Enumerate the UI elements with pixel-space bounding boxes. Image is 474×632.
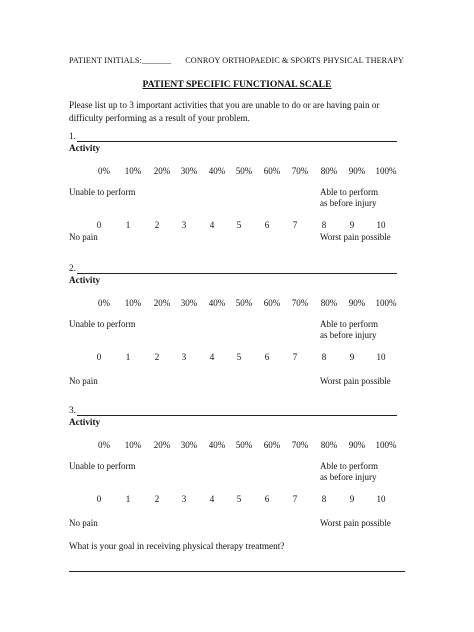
pain-scale-value[interactable]: 2 (154, 352, 160, 362)
pain-scale-value[interactable]: 10 (376, 494, 386, 504)
function-scale-value[interactable]: 100% (375, 166, 397, 176)
form-header (69, 56, 404, 65)
pain-scale-value[interactable]: 6 (264, 352, 270, 362)
pain-scale-value[interactable]: 8 (321, 352, 327, 362)
pain-scale-value[interactable]: 7 (292, 494, 298, 504)
pain-scale-value[interactable]: 5 (236, 352, 242, 362)
pain-high-label: Worst pain possible (320, 232, 391, 242)
function-scale-value[interactable]: 10% (124, 440, 142, 450)
function-scale-value[interactable]: 60% (263, 166, 281, 176)
pain-scale-value[interactable]: 2 (154, 220, 160, 230)
function-scale-value[interactable]: 50% (235, 440, 253, 450)
function-scale-value[interactable]: 40% (208, 166, 226, 176)
function-scale-value[interactable]: 90% (348, 440, 366, 450)
function-high-label-2: as before injury (320, 198, 377, 208)
goal-question: What is your goal in receiving physical therapy treatment? (69, 541, 285, 551)
function-scale (0, 440, 474, 452)
pain-scale-value[interactable]: 2 (154, 494, 160, 504)
pain-scale-value[interactable]: 4 (209, 352, 215, 362)
function-scale-value[interactable]: 30% (180, 298, 198, 308)
pain-high-label: Worst pain possible (320, 376, 391, 386)
goal-answer-line[interactable] (69, 571, 405, 572)
pain-scale-value[interactable]: 0 (96, 352, 102, 362)
function-scale (0, 166, 474, 178)
pain-scale-value[interactable]: 7 (292, 220, 298, 230)
pain-low-label: No pain (69, 232, 98, 242)
function-scale-value[interactable]: 10% (124, 298, 142, 308)
function-scale-value[interactable]: 30% (180, 166, 198, 176)
function-scale-value[interactable]: 60% (263, 440, 281, 450)
function-scale-value[interactable]: 20% (153, 166, 171, 176)
pain-scale-value[interactable]: 8 (321, 220, 327, 230)
pain-low-label: No pain (69, 518, 98, 528)
function-scale-value[interactable]: 30% (180, 440, 198, 450)
function-high-label-2: as before injury (320, 330, 377, 340)
pain-scale-value[interactable]: 4 (209, 220, 215, 230)
function-high-label-2: as before injury (320, 472, 377, 482)
function-scale-value[interactable]: 40% (208, 440, 226, 450)
function-high-label: Able to perform (320, 319, 378, 329)
pain-low-label: No pain (69, 376, 98, 386)
function-scale-value[interactable]: 0% (98, 298, 110, 308)
pain-scale-value[interactable]: 8 (321, 494, 327, 504)
patient-initials-label: PATIENT INITIALS:_______ (69, 56, 172, 65)
function-scale-value[interactable]: 90% (348, 298, 366, 308)
pain-high-label: Worst pain possible (320, 518, 391, 528)
pain-scale-value[interactable]: 10 (376, 220, 386, 230)
function-scale-value[interactable]: 40% (208, 298, 226, 308)
pain-scale-value[interactable]: 9 (349, 220, 355, 230)
pain-scale-value[interactable]: 0 (96, 494, 102, 504)
practice-name: CONROY ORTHOPAEDIC & SPORTS PHYSICAL THERAPY (185, 56, 404, 65)
function-scale-value[interactable]: 70% (291, 440, 309, 450)
function-scale-value[interactable]: 80% (320, 298, 338, 308)
pain-scale-value[interactable]: 6 (264, 494, 270, 504)
activity-number: 2. (69, 263, 76, 273)
pain-scale-value[interactable]: 5 (236, 220, 242, 230)
pain-scale-value[interactable]: 7 (292, 352, 298, 362)
pain-scale (0, 352, 474, 364)
pain-scale-value[interactable]: 3 (181, 352, 187, 362)
function-scale-value[interactable]: 90% (348, 166, 366, 176)
function-scale-value[interactable]: 100% (375, 298, 397, 308)
function-low-label: Unable to perform (69, 461, 136, 471)
function-scale-value[interactable]: 60% (263, 298, 281, 308)
pain-scale-value[interactable]: 1 (125, 494, 131, 504)
function-high-label: Able to perform (320, 187, 378, 197)
function-scale-value[interactable]: 70% (291, 298, 309, 308)
function-scale-value[interactable]: 50% (235, 298, 253, 308)
activity-label: Activity (69, 143, 101, 153)
function-scale-value[interactable]: 0% (98, 440, 110, 450)
function-scale-value[interactable]: 80% (320, 440, 338, 450)
pain-scale-value[interactable]: 3 (181, 494, 187, 504)
pain-scale-value[interactable]: 4 (209, 494, 215, 504)
function-scale-value[interactable]: 20% (153, 298, 171, 308)
function-scale-value[interactable]: 80% (320, 166, 338, 176)
pain-scale-value[interactable]: 5 (236, 494, 242, 504)
pain-scale (0, 494, 474, 506)
pain-scale-value[interactable]: 6 (264, 220, 270, 230)
function-low-label: Unable to perform (69, 319, 136, 329)
function-scale (0, 298, 474, 310)
form-title: PATIENT SPECIFIC FUNCTIONAL SCALE (142, 79, 332, 90)
activity-label: Activity (69, 417, 101, 427)
pain-scale-value[interactable]: 9 (349, 494, 355, 504)
pain-scale-value[interactable]: 10 (376, 352, 386, 362)
activity-entry-line[interactable] (77, 141, 397, 142)
pain-scale-value[interactable]: 1 (125, 352, 131, 362)
function-high-label: Able to perform (320, 461, 378, 471)
function-scale-value[interactable]: 20% (153, 440, 171, 450)
activity-number: 1. (69, 131, 76, 141)
function-scale-value[interactable]: 0% (98, 166, 110, 176)
function-scale-value[interactable]: 10% (124, 166, 142, 176)
activity-entry-line[interactable] (77, 415, 397, 416)
instructions-text: Please list up to 3 important activities that you are unable to do or are having pain or difficulty performing as a result of your problem. (69, 100, 380, 123)
pain-scale-value[interactable]: 3 (181, 220, 187, 230)
pain-scale-value[interactable]: 1 (125, 220, 131, 230)
function-scale-value[interactable]: 70% (291, 166, 309, 176)
function-scale-value[interactable]: 50% (235, 166, 253, 176)
activity-label: Activity (69, 275, 101, 285)
pain-scale-value[interactable]: 0 (96, 220, 102, 230)
function-low-label: Unable to perform (69, 187, 136, 197)
function-scale-value[interactable]: 100% (375, 440, 397, 450)
activity-entry-line[interactable] (77, 273, 397, 274)
activity-number: 3. (69, 405, 76, 415)
pain-scale-value[interactable]: 9 (349, 352, 355, 362)
pain-scale (0, 220, 474, 232)
